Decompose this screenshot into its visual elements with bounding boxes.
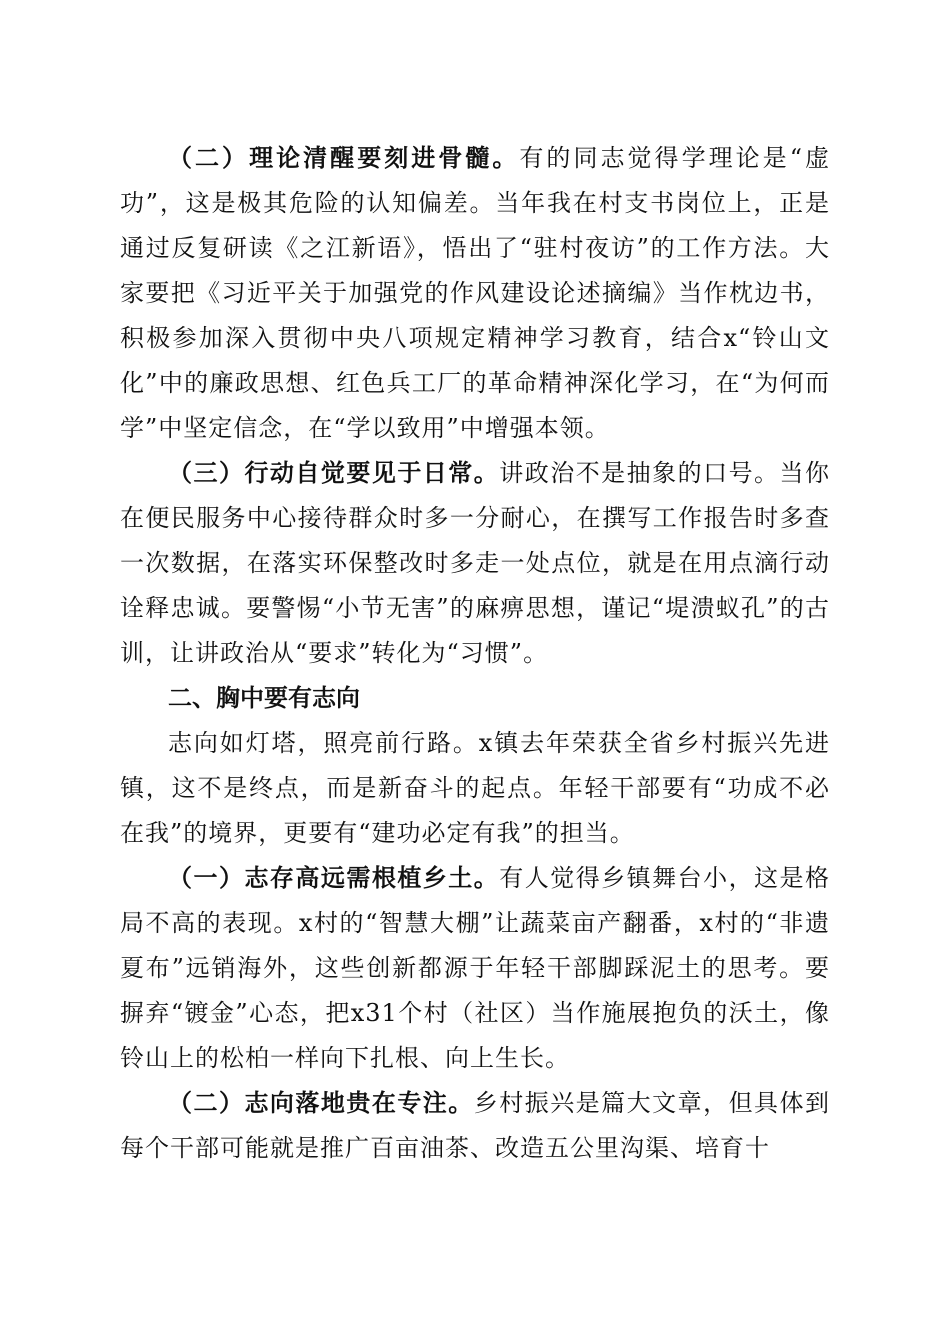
paragraph-body: 有人觉得乡镇舞台小，这是格局不高的表现。x村的“智慧大棚”让蔬菜亩产翻番，x村的“非遗夏布”远销海外，这些创新都源于年轻干部脚踩泥土的思考。要摒弃“镀金”心态，把x31个村（社区）当作施展抱负的沃土，像铃山上的松柏一样向下扎根、向上生长。: [120, 864, 831, 1072]
paragraph-focus: [120, 1081, 830, 1171]
paragraph-body: 乡村振兴是篇大文章，但具体到每个干部可能就是推广百亩油茶、改造五公里沟渠、培育十: [120, 1089, 831, 1162]
paragraph-theory: [120, 136, 830, 451]
paragraph-lead: （二）志向落地贵在专注。: [168, 1089, 474, 1117]
paragraph-action: [120, 451, 830, 676]
section-heading: 二、胸中要有志向: [168, 684, 360, 712]
paragraph-ambition: [120, 721, 830, 856]
paragraph-body: 有的同志觉得学理论是“虚功”，这是极其危险的认知偏差。当年我在村支书岗位上，正是通过反复研读《之江新语》，悟出了“驻村夜访”的工作方法。大家要把《习近平关于加强党的作风建设论述摘编》当作枕边书，积极参加深入贯彻中央八项规定精神学习教育，结合x“铃山文化”中的廉政思想、红色兵工厂的革命精神深化学习，在“为何而学”中坚定信念，在“学以致用”中增强本领。: [120, 144, 830, 442]
paragraph-rooted: [120, 856, 830, 1081]
paragraph-lead: （三）行动自觉要见于日常。: [168, 459, 500, 487]
paragraph-lead: （一）志存高远需根植乡土。: [168, 864, 500, 892]
document-page: [120, 136, 830, 1171]
paragraph-body: 讲政治不是抽象的口号。当你在便民服务中心接待群众时多一分耐心，在撰写工作报告时多查一次数据，在落实环保整改时多走一处点位，就是在用点滴行动诠释忠诚。要警惕“小节无害”的麻痹思想，谨记“堤溃蚁孔”的古训，让讲政治从“要求”转化为“习惯”。: [120, 459, 831, 667]
paragraph-body: 志向如灯塔，照亮前行路。x镇去年荣获全省乡村振兴先进镇，这不是终点，而是新奋斗的起点。年轻干部要有“功成不必在我”的境界，更要有“建功必定有我”的担当。: [120, 729, 830, 847]
paragraph-lead: （二）理论清醒要刻进骨髓。: [168, 144, 520, 172]
